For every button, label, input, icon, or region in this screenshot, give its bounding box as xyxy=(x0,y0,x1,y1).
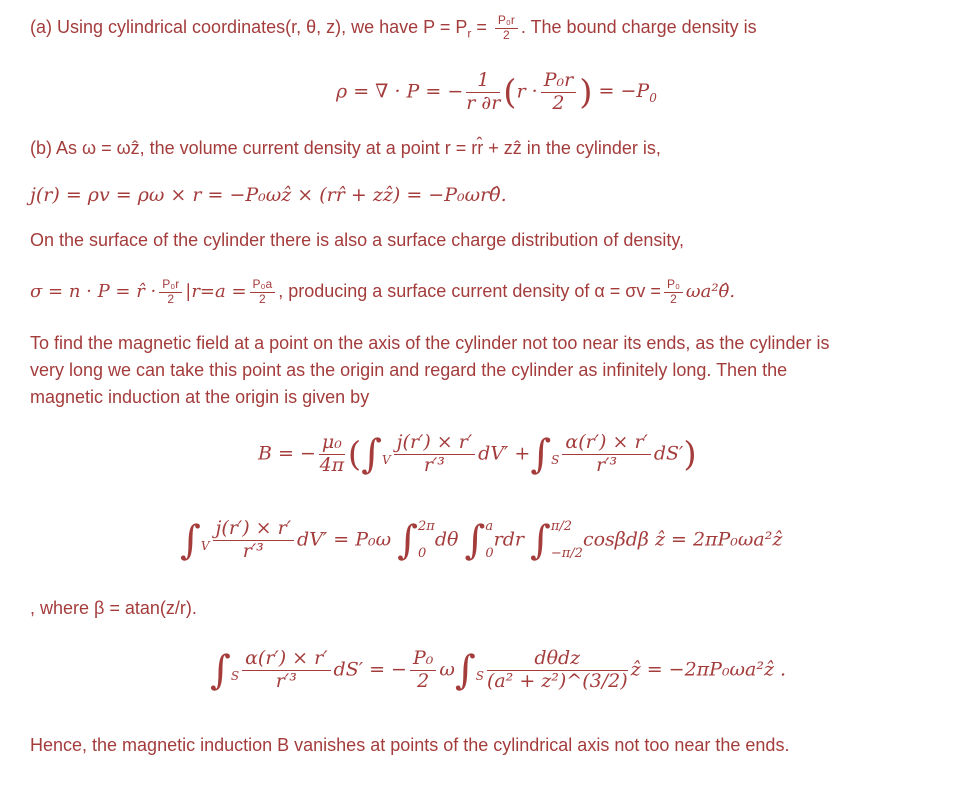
part-a-intro: (a) Using cylindrical coordinates(r, θ, z), we have $P = P_r$ = $\frac{\text{P₀r}}{2}$ . The bound charge density is xyxy=(30,13,757,42)
current-density-equation: j(r) = ρv = ρω × r = −P₀ωẑ × (rr̂ + zẑ) = −P₀ωrθ̂. xyxy=(30,184,507,206)
sigma-line: σ = n · P = r̂ · $\frac{\text{P₀r}}{2}$ |r=a = $\frac{\text{P₀a}}{2}$ , producing a surface current density of α = σv = $\frac{\text{P₀}}{2}$ ωa²θ̂. xyxy=(30,277,736,306)
surface-integral-equation: $\int_S$ $\frac{\alpha(r') \times r'}{\text{r′³}}$ dS′ = − $\frac{\text{P₀}}{2}$ $\omega\int_S$ $\frac{\text{dθdz}}{\text{(a² + z²)\textasciicircum{}(3/2)}}$ ẑ = −2πP₀ωa²ẑ . xyxy=(210,647,787,694)
paragraph-line-3: magnetic induction at the origin is given by xyxy=(30,387,370,407)
volume-integral-equation: $\int_V$ $\frac{j(r') \times r'}{\text{r′³}}$ dV′ = P₀ω ∫ 2π 0 dθ ∫ a 0 rdr ∫ π/2 −π/2 cosβdβ ẑ = 2πP₀ωa²ẑ xyxy=(180,517,783,564)
surface-charge-intro: On the surface of the cylinder there is also a surface charge distribution of density, xyxy=(30,230,685,250)
rho-equation: ρ = ∇ · P = − $\frac{1}{r \partial r}$ (r · $\frac{\text{P₀r}}{2}$ ) = $-P_0$ xyxy=(336,69,657,114)
beta-definition: , where β = atan(z/r). xyxy=(30,598,197,618)
part-b-intro: (b) As ω = ωẑ, the volume current density at a point r = rr̂ + zẑ in the cylinder is, xyxy=(30,138,661,158)
b-field-equation: B = − $\frac{\text{μ₀}}{4\pi}$ ($\int_V$ $\frac{j(r') \times r'}{\text{r′³}}$ $dV' +\int_S$ $\frac{\alpha(r') \times r'}{\text{r′³}}$ dS′) xyxy=(258,431,697,478)
conclusion: Hence, the magnetic induction B vanishes at points of the cylindrical axis not too near the ends. xyxy=(30,735,790,755)
paragraph-line-1: To find the magnetic field at a point on the axis of the cylinder not too near its ends, as the cylinder is xyxy=(30,333,830,353)
paragraph-line-2: very long we can take this point as the origin and regard the cylinder as infinitely long. Then the xyxy=(30,360,788,380)
